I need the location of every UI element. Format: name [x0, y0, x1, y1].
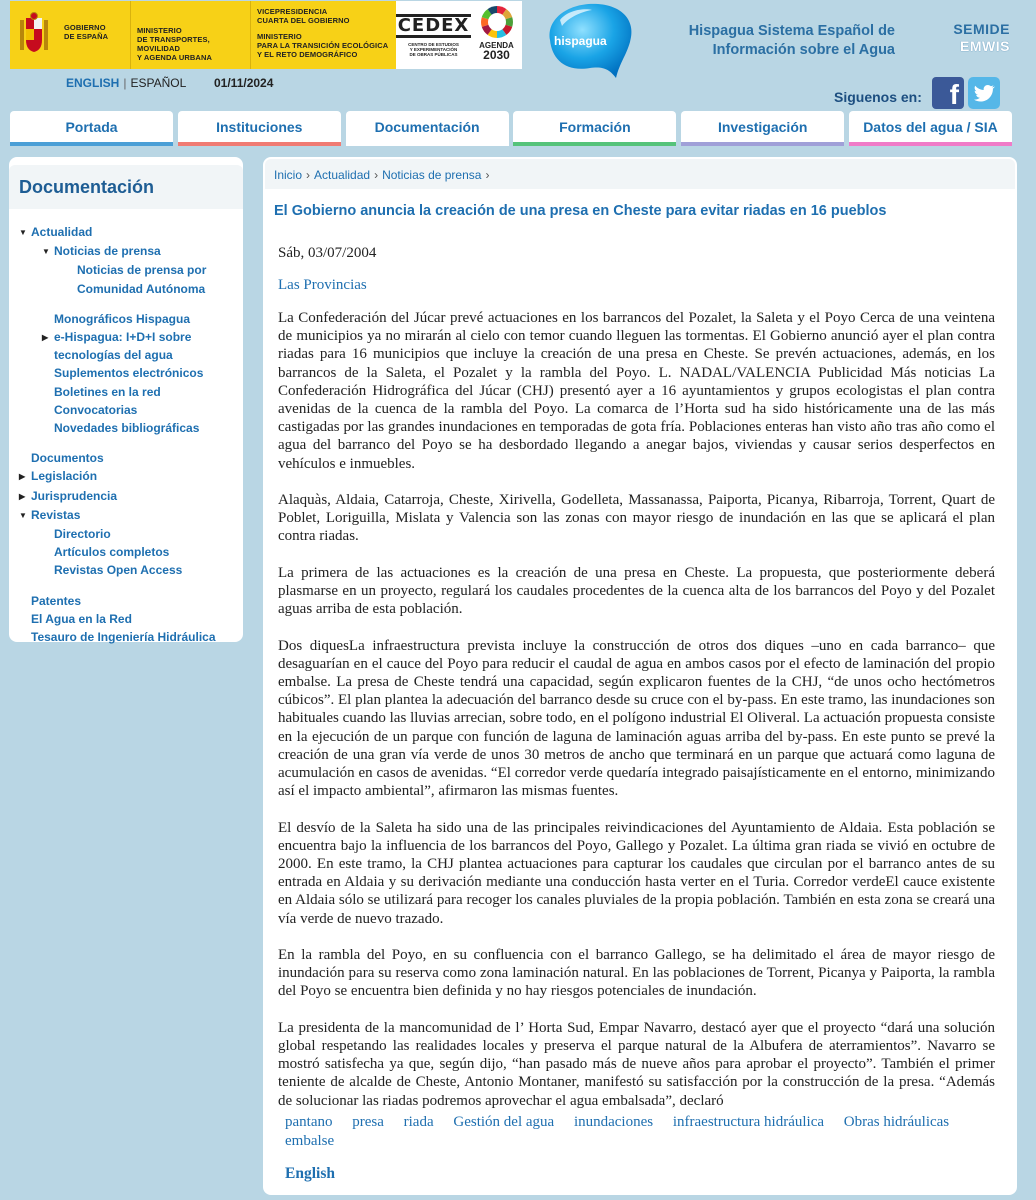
triangle-right-icon: ▶: [19, 491, 26, 501]
breadcrumb: [265, 159, 1015, 189]
article-paragraph: La presidenta de la mancomunidad de l’ Horta Sud, Empar Navarro, destacó ayer que el proyecto “dará una solución global respetando las realidades locales y preserva el parque natural de la Albufera de aterramientos”. Navarro se mostró satisfecha ya que, según dijo, “han pasado más de nueve años para aprobar el proyecto”. También el primer teniente de alcalde de Cheste, Antonio Montaner, manifestó su satisfacción por la construcción de la presa. “Además de solucionar las riadas podremos aprovechar el agua embalsada”, declaró: [278, 1019, 995, 1109]
cedex-sub-line: DE OBRAS PÚBLICAS: [409, 51, 458, 57]
agenda-label: AGENDA: [479, 41, 514, 50]
breadcrumb-noticias[interactable]: Noticias de prensa: [382, 168, 482, 182]
vice-line: Y EL RETO DEMOGRÁFICO: [257, 50, 358, 59]
english-version-link[interactable]: English: [285, 1165, 335, 1182]
lang-separator: |: [123, 76, 127, 90]
sidebar-title: Documentación: [19, 176, 155, 197]
sidebar-item-ehispagua[interactable]: [19, 328, 243, 364]
article-paragraph: El desvío de la Saleta ha sido una de las principales reivindicaciones del Ayuntamiento de Aldaia. Esta población se encuentra bajo la influencia de los barrancos del Poyo, Gallego y Pozalet. La última gran riada se vivió en octubre de 2000. En este tramo, la CHJ plantea actuaciones para capturar los caudales que circulan por el barranco antes de su entrada en Aldaia y su derivación mediante una conducción hasta verter en el Turia. Corredor verdeEl cauce existente en Aldaia sólo se utilizará para recoger los canales pluviales de la propia población. También en esta zona se creará una vía verde de nuevo trazado.: [278, 819, 995, 927]
ministerio-transicion-text: [250, 1, 396, 69]
article-paragraph: Alaquàs, Aldaia, Catarroja, Cheste, Xirivella, Godelleta, Massanassa, Paiporta, Picanya, Ribarroja, Torrent, Quart de Poblet, Loriguilla, Mislata y Valencia son las zonas con mayor riesgo de inundación en las que se aplicará el plan contra riadas.: [278, 492, 995, 545]
sidebar-item-label: Monográficos Hispagua: [54, 311, 191, 326]
sidebar-item-label: Actualidad: [31, 225, 93, 239]
gobierno-text: [58, 1, 130, 69]
lang-english-link[interactable]: ENGLISH: [66, 76, 120, 90]
sidebar-item-actualidad[interactable]: [19, 223, 243, 242]
article-paragraph: La Confederación del Júcar prevé actuaciones en los barrancos del Pozalet, la Saleta y el Poyo Cerca de una veintena de municipios ya no mirarán al cielo con temor cuando lleguen las tormentas. El Gobierno anunció ayer el plan contra riadas para 16 municipios que incluye la creación de una presa en Cheste. Se prevén actuaciones, además, en los barrancos de la Saleta, el Pozalet y la rambla del Poyo. L. NADAL/VALENCIA Publicidad Más noticias La Confederación Hidrográfica del Júcar (CHJ) presentó ayer a 16 ayuntamientos y grupos ecologistas el plan contra avenidas de la cuenca de la rambla del Poyo. La comarca de l’Horta sud ha sido históricamente una de las más castigadas por las grandes inundaciones en temporadas de gota fría. Poblaciones enteras han visto año tras año como el agua del barranco del Poyo se ha desbordado llegando a anegar bajos, viviendas y causar serios desperfectos en vehículos e inmuebles.: [278, 310, 995, 472]
tab-portada[interactable]: Portada: [10, 111, 173, 146]
facebook-glyph: f: [949, 79, 959, 110]
triangle-right-icon: ▶: [19, 472, 26, 482]
sidebar-header: [9, 165, 243, 209]
cedex-sub-line: Y EXPERIMENTACIÓN: [409, 46, 458, 52]
triangle-down-icon: ▼: [19, 510, 27, 520]
emwis-text: EMWIS: [960, 38, 1010, 54]
hispagua-logo[interactable]: [540, 0, 636, 82]
lang-espanol-link[interactable]: ESPAÑOL: [130, 76, 187, 90]
article-date: Sáb, 03/07/2004: [278, 245, 377, 261]
article-title: El Gobierno anuncia la creación de una presa en Cheste para evitar riadas en 16 pueblos: [274, 203, 887, 219]
gobierno-line: GOBIERNO: [64, 23, 106, 32]
sidebar-item-revistas[interactable]: [19, 506, 243, 525]
cedex-logo-text: CEDEX: [397, 14, 470, 36]
hispagua-logo-text: hispagua: [554, 34, 607, 48]
sidebar-item-label: Documentos: [31, 451, 104, 466]
article-paragraph: La primera de las actuaciones es la creación de una presa en Cheste. La propuesta, que posteriormente deberá plasmarse en un proyecto, regulará los caudales procedentes de la cuenca alta de los barrancos del Poyo y del Pozalet aguas arriba de esta población.: [278, 564, 995, 618]
sidebar-item-label: Novedades bibliográficas: [54, 421, 200, 436]
sidebar-item-tesauro[interactable]: [19, 628, 243, 646]
site-title: [645, 22, 895, 60]
tag-link[interactable]: Obras hidráulicas: [843, 1114, 950, 1130]
agenda-year: 2030: [483, 48, 510, 62]
tab-formacion[interactable]: Formación: [513, 111, 676, 146]
sidebar-item-label: Directorio: [54, 527, 111, 542]
vice-line: MINISTERIO: [257, 32, 302, 41]
tag-link[interactable]: riada: [403, 1114, 434, 1130]
sidebar-item-patentes[interactable]: [19, 592, 243, 610]
tab-instituciones[interactable]: Instituciones: [178, 111, 341, 146]
sidebar-item-articulos[interactable]: [19, 543, 243, 561]
sidebar-item-label: Convocatorias: [54, 402, 138, 417]
tag-link[interactable]: inundaciones: [573, 1114, 654, 1130]
government-banner[interactable]: [10, 1, 522, 69]
tag-link[interactable]: presa: [352, 1114, 384, 1130]
article-paragraph: En la rambla del Poyo, en su confluencia con el barranco Gallego, se ha delimitado el área de mayor riesgo de inundación para su reserva como zona laminación natural. En las poblaciones de Torrent, Picanya y Paiporta, la rambla del Poyo se encuentra bien definida y no hay riesgos potenciales de inundación.: [278, 947, 995, 1000]
breadcrumb-separator: ›: [306, 168, 311, 182]
breadcrumb-separator: ›: [485, 168, 490, 182]
ministerio-line: DE TRANSPORTES, MOVILIDAD: [137, 35, 210, 53]
breadcrumb-actualidad[interactable]: Actualidad: [314, 168, 371, 182]
vice-line: CUARTA DEL GOBIERNO: [257, 16, 350, 25]
sidebar-item-monograficos[interactable]: [19, 310, 243, 328]
article-body: [278, 309, 995, 1110]
sidebar-item-label: El Agua en la Red: [31, 611, 132, 626]
sidebar-item-label: Suplementos electrónicos: [54, 366, 204, 381]
agenda-2030-logo: [471, 1, 522, 69]
tab-datos-del-agua[interactable]: Datos del agua / SIA: [849, 111, 1012, 146]
current-date: 01/11/2024: [214, 76, 274, 90]
sidebar-item-label: Boletines en la red: [54, 384, 161, 399]
gobierno-line: DE ESPAÑA: [64, 32, 109, 41]
article-paragraph: Dos diquesLa infraestructura prevista incluye la construcción de otros dos diques –uno en cada barranco– que desaguarían en el cauce del Poyo para reducir el caudal de agua en ambos casos por el efecto de laminación del propio embalse. La presa de Cheste tendrá una capacidad, según explicaron fuentes de la CHJ, “de unos ocho hectómetros cúbicos”. El plan plantea la adecuación del barranco desde su cruce con el by-pass. En este tramo, las inundaciones son habituales cuando las lluvias arrecian, sobre todo, en el polígono industrial El Oliveral. La actuación propuesta consiste en la ejecución de un parque con función de laguna de laminación aguas arriba del by-pass. En este punto se prevé la creación de una gran vía verde de unos 30 metros de ancho que terminará en un parque que actuará como laguna de acumulación en casos de avenidas. “El corredor verde quedaría integrado paisajísticamente en el entorno, minimizando así el impacto ambiental”, afirmaron las mismas fuentes.: [278, 637, 995, 800]
article-source: Las Provincias: [278, 277, 367, 293]
tab-investigacion[interactable]: Investigación: [681, 111, 844, 146]
sidebar-item-label: Legislación: [31, 469, 98, 484]
language-switcher: [66, 76, 186, 90]
tag-link[interactable]: embalse: [285, 1132, 335, 1149]
sidebar-item-boletines[interactable]: [19, 383, 243, 401]
tab-documentacion[interactable]: Documentación: [346, 111, 509, 146]
vice-line: PARA LA TRANSICIÓN ECOLÓGICA: [257, 41, 389, 50]
twitter-icon[interactable]: [968, 77, 1000, 109]
triangle-right-icon: ▶: [42, 333, 49, 343]
sidebar-item-directorio[interactable]: [19, 525, 243, 543]
tag-link[interactable]: pantano: [285, 1114, 333, 1130]
sidebar-item-legislacion[interactable]: [19, 467, 243, 486]
site-title-line1: Hispagua Sistema Español de: [688, 23, 895, 39]
sidebar-item-documentos[interactable]: [19, 449, 243, 467]
semide-logo[interactable]: [953, 21, 1010, 55]
tag-link[interactable]: infraestructura hidráulica: [672, 1114, 825, 1130]
semide-text: SEMIDE: [953, 21, 1010, 37]
sidebar-item-noticias-comunidad[interactable]: [19, 261, 243, 297]
ministerio-line: MINISTERIO: [137, 26, 182, 35]
cedex-sub-line: CENTRO DE ESTUDIOS: [408, 41, 459, 47]
article-tags: [285, 1113, 993, 1150]
sidebar-item-suplementos[interactable]: [19, 364, 243, 382]
facebook-icon[interactable]: [932, 77, 964, 109]
sidebar-item-label: Revistas: [31, 507, 81, 522]
breadcrumb-inicio[interactable]: Inicio: [274, 168, 303, 182]
ministerio-line: Y AGENDA URBANA: [137, 53, 212, 62]
site-title-line2: Información sobre el Agua: [712, 42, 895, 58]
sidebar-item-label: Revistas Open Access: [54, 563, 183, 578]
sidebar-item-label: Noticias de prensa por Comunidad Autónoma: [77, 263, 207, 296]
sidebar-item-convocatorias[interactable]: [19, 401, 243, 419]
social-links: [834, 77, 1000, 109]
triangle-down-icon: ▼: [19, 228, 27, 237]
main-content: [263, 157, 1017, 1195]
sidebar-item-label: Noticias de prensa: [54, 244, 161, 259]
social-label: Siguenos en:: [834, 89, 922, 105]
sdg-wheel-icon: [479, 4, 515, 40]
sidebar-item-novedades[interactable]: [19, 419, 243, 437]
tag-link[interactable]: Gestión del agua: [453, 1114, 555, 1130]
sidebar-item-noticias-prensa[interactable]: [19, 242, 243, 261]
breadcrumb-separator: ›: [374, 168, 379, 182]
sidebar: [9, 157, 243, 645]
vice-line: VICEPRESIDENCIA: [257, 7, 328, 16]
sidebar-item-label: Jurisprudencia: [31, 488, 118, 503]
sidebar-item-label: Patentes: [31, 593, 82, 608]
sidebar-item-label: Tesauro de Ingeniería Hidráulica: [31, 630, 216, 645]
ministerio-transportes-text: [130, 1, 250, 69]
main-nav: [10, 111, 1012, 146]
cedex-logo: [396, 1, 471, 69]
coat-of-arms-icon: [10, 1, 58, 69]
sidebar-item-agua-red[interactable]: [19, 610, 243, 628]
sidebar-item-label: Artículos completos: [54, 545, 170, 560]
sidebar-item-revistas-oa[interactable]: [19, 561, 243, 579]
cedex-subtitle: [408, 42, 459, 57]
triangle-down-icon: ▼: [42, 247, 50, 257]
sidebar-item-label: e-Hispagua: I+D+I sobre tecnologías del agua: [54, 330, 192, 363]
sidebar-item-jurisprudencia[interactable]: [19, 487, 243, 506]
